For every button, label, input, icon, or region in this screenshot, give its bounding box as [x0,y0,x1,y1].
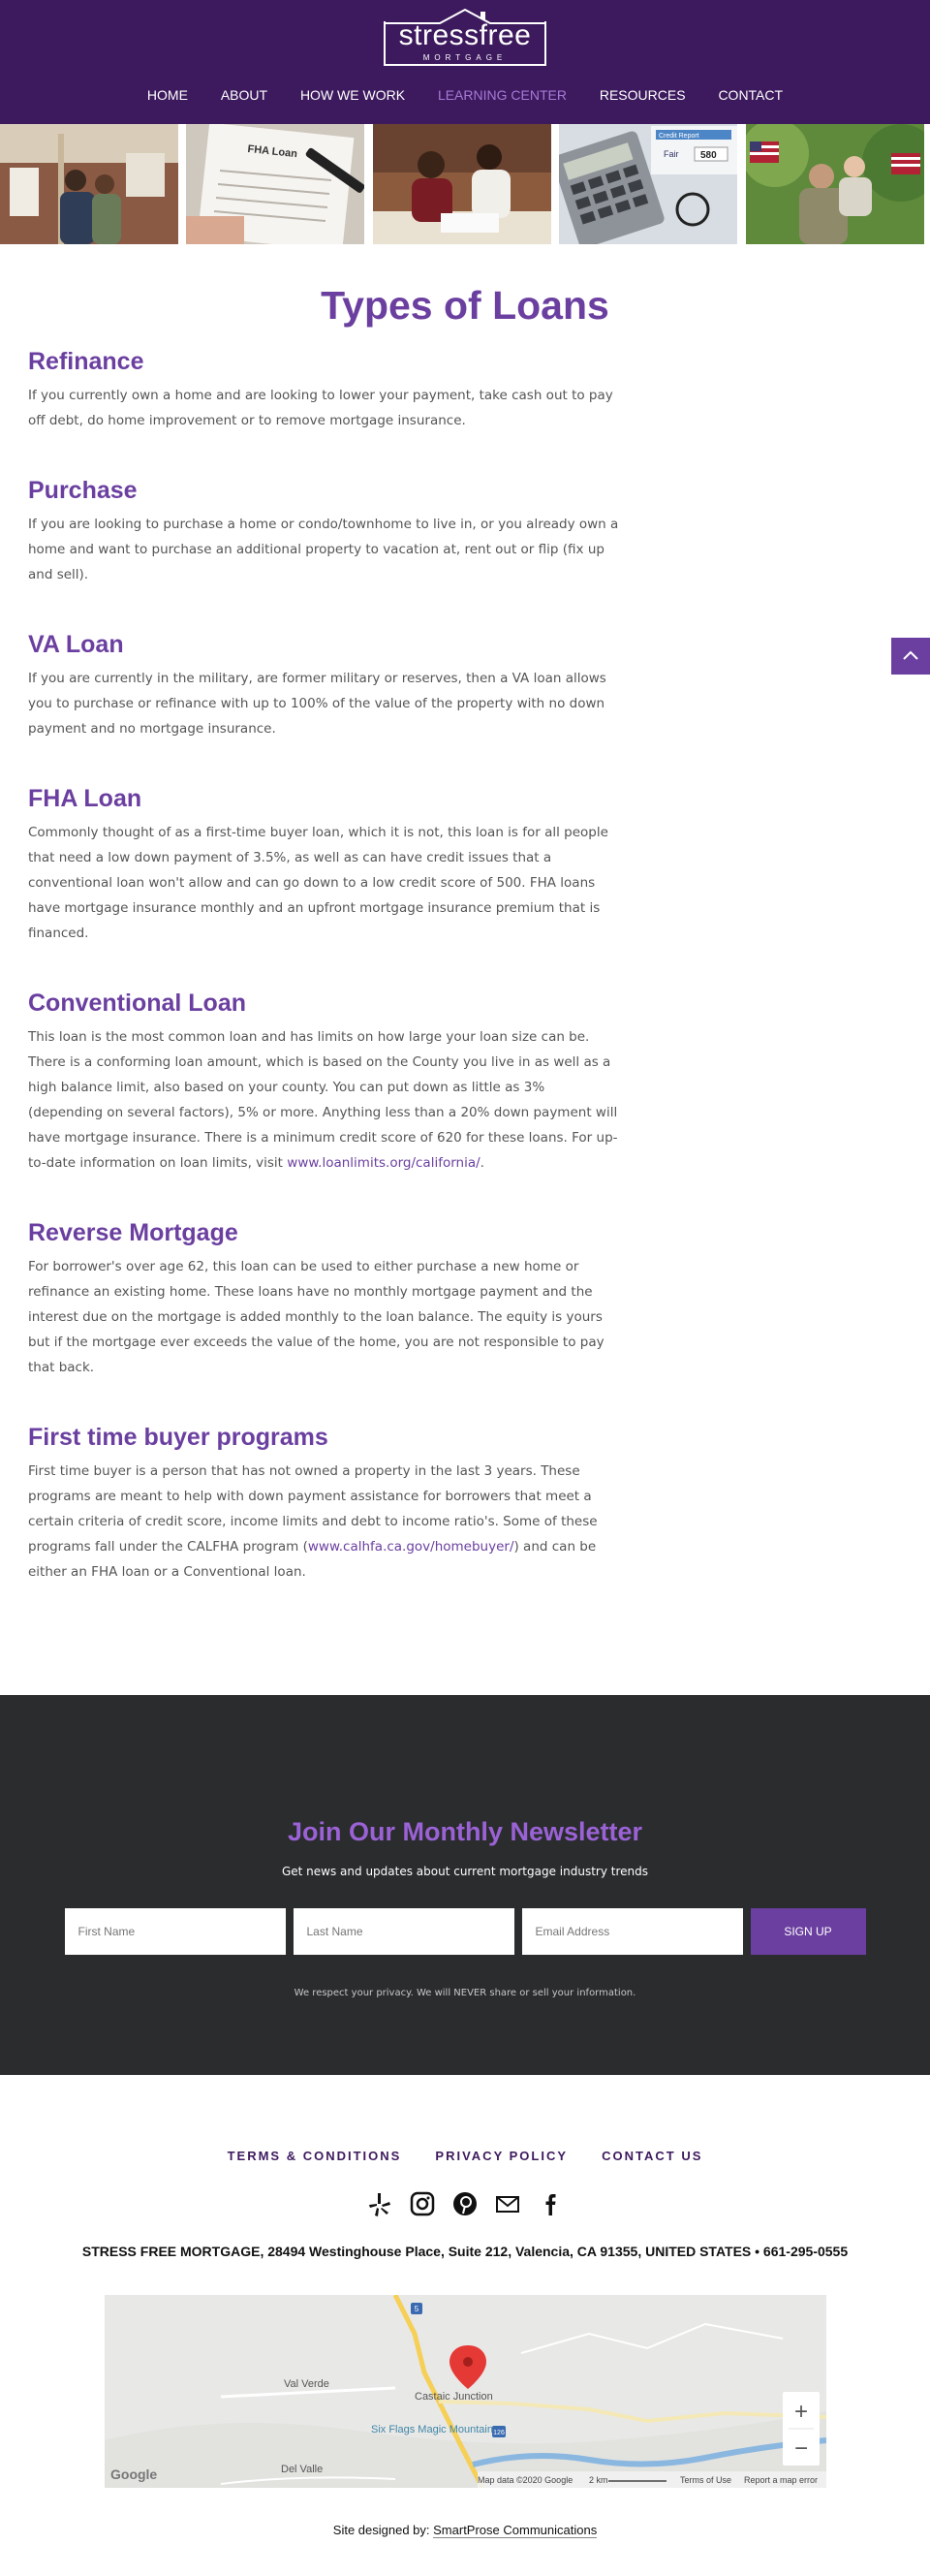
page-title: Types of Loans [321,283,609,328]
newsletter-subtitle: Get news and updates about current mortgage industry trends [281,1865,648,1878]
section-text-end: ) and can be either an FHA loan or a Conventional loan. [28,1539,597,1580]
fha-form-label: FHA Loan [247,142,298,161]
map-scale-text: 2 km [588,2475,608,2485]
section-text: If you currently own a home and are looking to lower your payment, take cash out to pay off debt, do home improvement or to remove mortgage insurance. [28,388,613,428]
last-name-input[interactable] [294,1908,514,1955]
footer-address: STRESS FREE MORTGAGE, 28494 Westinghouse Place, Suite 212, Valencia, CA 91355, UNITED STATES • 661-295-0555 [81,2244,849,2259]
pinterest-icon[interactable] [450,2189,480,2218]
nav-learning-center[interactable]: LEARNING CENTER [437,87,567,103]
calhfa-link[interactable]: www.calhfa.ca.gov/homebuyer/ [307,1539,514,1555]
banner-photo-military [746,124,930,244]
terms-link[interactable]: TERMS & CONDITIONS [227,2149,402,2163]
map-zoom-out-button[interactable]: − [793,2435,808,2462]
email-icon[interactable] [493,2189,522,2218]
nav-home[interactable]: HOME [146,87,188,103]
section-text-body: This loan is the most common loan and has limits on how large your loan size can be. There is a conforming loan amount, which is based on the County you live in as well as a high balance limit, also based on your county. You can put down as little as 3% (depending on several factors), 5% or more. Anything less than a 20% down payment will have mortgage insurance. There is a minimum credit score of 620 for these loans. For up-to-date information on loan limits, visit [28,1029,618,1171]
section-purchase [28,476,619,587]
section-text [28,1459,619,1585]
section-heading: Reverse Mortgage [28,1219,238,1246]
instagram-icon[interactable] [408,2189,437,2218]
facebook-icon[interactable] [536,2189,565,2218]
section-text: For borrower's over age 62, this loan can be used to either purchase a new home or refinance an existing home. These loans have no monthly mortgage payment and the interest due on the mortgage is added monthly to the loan balance. The equity is yours but if the mortgage ever exceeds the value of the home, you are not responsible to pay that back. [28,1259,604,1375]
section-text: If you are looking to purchase a home or condo/townhome to live in, or you already own a home and want to purchase an additional property to vacation at, rent out or flip (fix up and sell). [28,517,619,582]
section-text [28,1024,619,1176]
section-fha-loan [28,784,619,946]
section-reverse-mortgage [28,1218,619,1380]
section-heading: First time buyer programs [28,1424,328,1451]
location-map[interactable] [105,2295,826,2488]
credit-report-label: Credit Report [659,133,699,140]
site-header [0,0,930,124]
footer-links [0,2146,930,2164]
logo-name: stressfree [398,19,532,51]
privacy-note: We respect your privacy. We will NEVER share or sell your information. [294,1988,636,1998]
photo-banner [0,124,930,244]
map-label-castaic-junction: Castaic Junction [414,2391,493,2403]
map-report-link[interactable]: Report a map error [743,2475,818,2485]
section-va-loan [28,630,619,741]
privacy-policy-link[interactable]: PRIVACY POLICY [435,2149,569,2163]
newsletter-title: Join Our Monthly Newsletter [287,1817,643,1846]
site-footer [0,2075,930,2576]
map-zoom-in-button[interactable]: + [793,2399,808,2425]
logo-tagline: MORTGAGE [422,53,508,62]
credit-fair-label: Fair [664,149,679,159]
loanlimits-link[interactable]: www.loanlimits.org/california/ [287,1155,480,1171]
logo[interactable] [384,8,546,68]
section-heading: FHA Loan [28,785,142,812]
nav-resources[interactable]: RESOURCES [599,87,686,103]
banner-photo-couple [0,124,186,244]
map-terms-link[interactable]: Terms of Use [679,2475,731,2485]
first-name-input[interactable] [65,1908,286,1955]
email-input[interactable] [522,1908,743,1955]
section-heading: Conventional Loan [28,990,246,1017]
section-text-end: . [480,1155,484,1171]
scroll-to-top-button[interactable] [891,638,930,675]
newsletter-section [0,1695,930,2075]
social-icons [0,2189,930,2218]
map-label-del-valle: Del Valle [280,2464,323,2475]
site-credit [0,2523,930,2576]
smartprose-link[interactable]: SmartProse Communications [433,2523,598,2537]
main-content [0,244,930,1695]
section-refinance [28,347,619,433]
contact-us-link[interactable]: CONTACT US [602,2149,703,2163]
banner-photo-family [373,124,559,244]
section-text-body: First time buyer is a person that has not owned a property in the last 3 years. These programs are meant to help with down payment assistance for borrowers that meet a certain criteria of credit score, income limits and debt to income ratio's. Some of these programs fall under the CALFHA program ( [28,1463,598,1555]
section-heading: VA Loan [28,631,124,658]
site-credit-prefix: Site designed by: [332,2523,434,2537]
section-text: Commonly thought of as a first-time buyer loan, which it is not, this loan is for all people that need a low down payment of 3.5%, as well as can have credit issues that a conventional loan won't allow and can go down to a low credit score of 500. FHA loans have mortgage insurance monthly and an upfront mortgage insurance premium that is financed. [28,825,608,941]
highway-shield-5: 5 [414,2305,418,2313]
section-first-time-buyer [28,1423,619,1585]
nav-contact[interactable]: CONTACT [718,87,784,103]
nav-how-we-work[interactable]: HOW WE WORK [299,87,406,103]
sign-up-button[interactable]: SIGN UP [751,1908,866,1955]
map-label-six-flags: Six Flags Magic Mountain [370,2424,493,2435]
map-data-text: Map data ©2020 Google [477,2475,573,2485]
nav-about[interactable]: ABOUT [220,87,268,103]
chevron-up-icon [891,638,930,675]
banner-photo-fha-form [186,124,372,244]
section-heading: Purchase [28,477,138,504]
newsletter-form [0,1908,930,1955]
main-nav [0,87,930,103]
yelp-icon[interactable] [365,2189,394,2218]
banner-photo-calculator [559,124,745,244]
map-label-val-verde: Val Verde [283,2378,329,2390]
highway-shield-126: 126 [492,2430,505,2436]
credit-score-label: 580 [700,150,717,161]
section-conventional-loan [28,989,619,1176]
section-text: If you are currently in the military, are former military or reserves, then a VA loan allows you to purchase or refinance with up to 100% of the value of the property with no down payment and no mortgage insurance. [28,671,606,737]
section-heading: Refinance [28,348,144,375]
google-logo: Google [109,2466,157,2482]
